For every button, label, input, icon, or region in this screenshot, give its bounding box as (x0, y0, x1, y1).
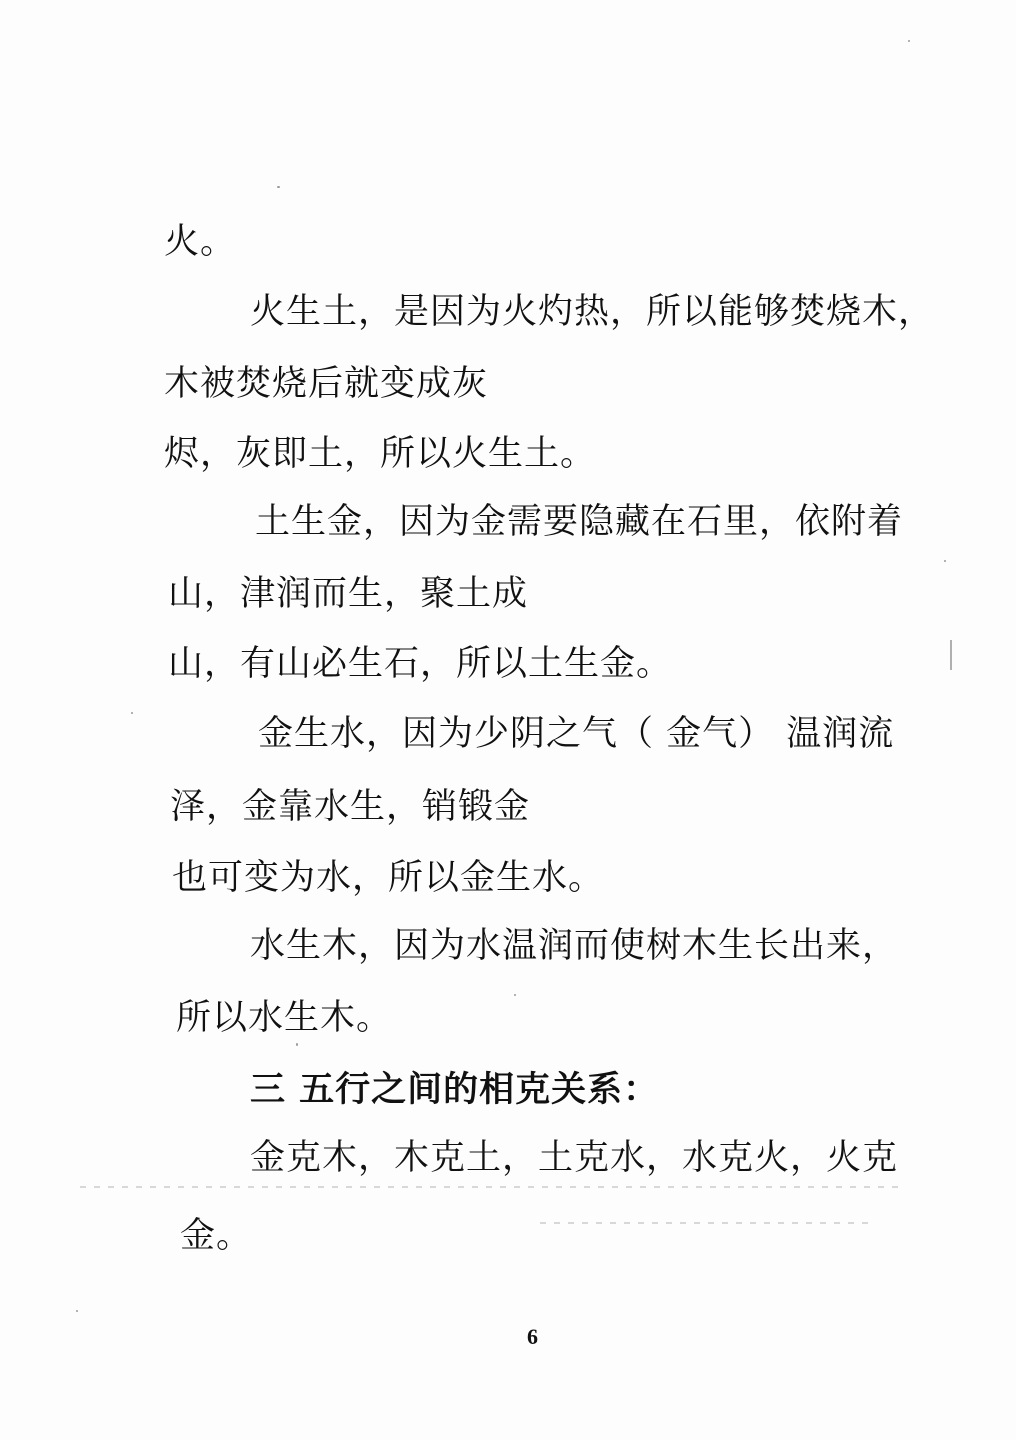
text-line-4: 烬，灰即土，所以火生土。 (164, 434, 597, 474)
text-line-6: 山，津润而生，聚土成 (168, 574, 529, 614)
scan-speck (296, 1043, 298, 1046)
text-line-8: 金生水，因为少阴之气（ 金气） 温润流 (258, 714, 895, 754)
scan-artifact-line (80, 1186, 900, 1188)
scan-speck (514, 994, 516, 996)
scan-artifact-line (540, 1222, 870, 1224)
scan-speck (944, 560, 946, 562)
text-line-14: 金克木，木克土，土克水，水克火，火克 (250, 1138, 899, 1178)
text-line-5: 土生金，因为金需要隐藏在石里，依附着 (255, 502, 904, 542)
text-line-7: 山，有山必生石，所以土生金。 (168, 644, 673, 684)
text-line-2: 火生土，是因为火灼热，所以能够焚烧木， (250, 292, 935, 332)
page-number: 6 (527, 1324, 538, 1349)
text-line-11: 水生木，因为水温润而使树木生长出来， (250, 926, 899, 966)
scan-speck (76, 1310, 78, 1312)
scan-speck (908, 40, 910, 42)
text-line-10: 也可变为水，所以金生水。 (172, 858, 605, 898)
text-line-12: 所以水生木。 (176, 998, 393, 1038)
scan-speck (131, 712, 133, 714)
text-line-15: 金。 (180, 1216, 253, 1256)
section-heading: 三 五行之间的相克关系： (250, 1069, 660, 1110)
text-line-3: 木被焚烧后就变成灰 (164, 364, 489, 404)
text-line-9: 泽，金靠水生，销锻金 (170, 787, 531, 827)
text-line-1: 火。 (164, 222, 237, 262)
scan-speck (277, 186, 280, 188)
scan-edge-mark (950, 640, 952, 670)
